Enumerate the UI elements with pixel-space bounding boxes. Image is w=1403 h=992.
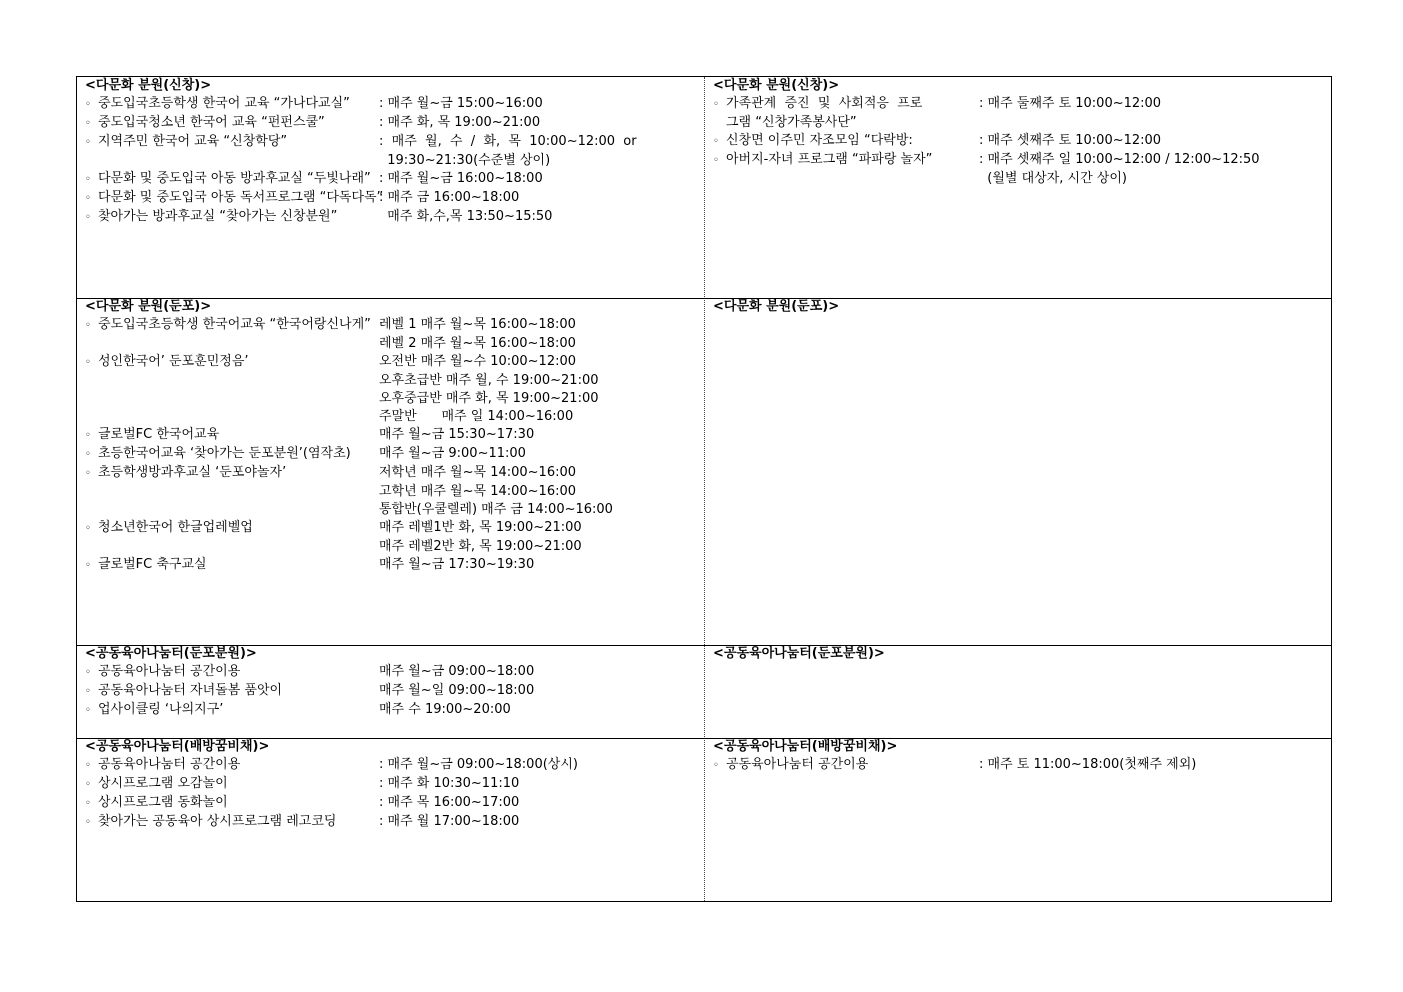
schedule-row <box>85 701 700 720</box>
schedule-row <box>85 152 700 170</box>
schedule-time: 매주 월~금 9:00~11:00 <box>379 446 526 461</box>
schedule-time: 오전반 매주 월~수 10:00~12:00 <box>379 354 577 369</box>
schedule-row <box>85 756 700 775</box>
cell-sinchang-left <box>85 77 700 227</box>
schedule-time: : 매주 셋째주 토 10:00~12:00 <box>979 133 1162 148</box>
program-label: 지역주민 한국어 교육 “신창학당” <box>98 134 288 149</box>
program-cell <box>85 556 379 575</box>
schedule-row <box>85 663 700 682</box>
bullet-icon: ◦ <box>85 779 91 790</box>
program-cell <box>85 663 379 682</box>
program-cell <box>713 132 979 151</box>
schedule-row <box>85 682 700 701</box>
schedule-row <box>85 556 700 575</box>
schedule-row <box>85 133 700 152</box>
program-cell <box>85 408 379 426</box>
schedule-time: : 매주 화, 목 19:00~21:00 <box>379 115 541 130</box>
column-divider <box>704 77 705 901</box>
program-cell <box>85 445 379 464</box>
program-label: 상시프로그램 오감놀이 <box>98 776 228 791</box>
bullet-icon: ◦ <box>85 798 91 809</box>
schedule-row <box>85 335 700 353</box>
schedule-time: 19:30~21:30(수준별 상이) <box>379 153 551 168</box>
schedule-time: (월별 대상자, 시간 상이) <box>979 171 1127 186</box>
program-label: 성인한국어’ 둔포훈민정음’ <box>98 354 249 369</box>
bullet-icon: ◦ <box>85 705 91 716</box>
schedule-row <box>85 794 700 813</box>
schedule-time: 매주 월~금 17:30~19:30 <box>379 557 535 572</box>
cell-dunpo-left <box>85 298 700 575</box>
program-cell <box>85 501 379 519</box>
program-label: 가족관계 증진 및 사회적응 프로 <box>726 96 923 111</box>
bullet-icon: ◦ <box>85 560 91 571</box>
schedule-time <box>979 114 1327 132</box>
program-cell <box>85 316 379 335</box>
schedule-row <box>713 756 1327 775</box>
program-cell <box>85 170 379 189</box>
program-cell <box>85 483 379 501</box>
program-label: 다문화 및 중도입국 아동 방과후교실 “두빛나래” <box>98 171 371 186</box>
program-cell <box>85 701 379 720</box>
program-cell <box>713 756 979 775</box>
schedule-time: : 매주 월 17:00~18:00 <box>379 814 520 829</box>
schedule-time: 통합반(우쿨렐레) 매주 금 14:00~16:00 <box>379 502 613 517</box>
schedule-row <box>713 170 1327 188</box>
schedule-time: 오후중급반 매주 화, 목 19:00~21:00 <box>379 391 599 406</box>
schedule-row <box>85 501 700 519</box>
schedule-row <box>85 483 700 501</box>
schedule-row <box>713 95 1327 114</box>
program-label: 공동육아나눔터 공간이용 <box>726 757 869 772</box>
schedule-row <box>713 114 1327 132</box>
cell-nanumteo-dunpo-left <box>85 645 700 720</box>
bullet-icon: ◦ <box>85 817 91 828</box>
bullet-icon: ◦ <box>713 99 719 110</box>
schedule-time: : 매주 금 16:00~18:00 <box>379 190 520 205</box>
schedule-row <box>85 426 700 445</box>
program-label: 다문화 및 중도입국 아동 독서프로그램 “다독다독” <box>98 190 384 205</box>
schedule-row <box>713 132 1327 151</box>
schedule-row <box>85 372 700 390</box>
schedule-time: 매주 월~금 15:30~17:30 <box>379 427 535 442</box>
bullet-icon: ◦ <box>85 430 91 441</box>
schedule-row <box>85 464 700 483</box>
schedule-time: : 매주 둘째주 토 10:00~12:00 <box>979 96 1162 111</box>
program-cell <box>713 151 979 170</box>
schedule-row <box>713 151 1327 170</box>
program-cell <box>85 464 379 483</box>
cell-dunpo-right <box>713 298 1327 316</box>
program-cell <box>713 95 979 114</box>
schedule-row <box>85 390 700 408</box>
program-label: 아버지-자녀 프로그램 “파파랑 놀자” <box>726 152 933 167</box>
schedule-time: 매주 화,수,목 13:50~15:50 <box>379 209 553 224</box>
bullet-icon: ◦ <box>713 760 719 771</box>
schedule-time: : 매주 셋째주 일 10:00~12:00 / 12:00~12:50 <box>979 152 1260 167</box>
program-label: 신창면 이주민 자조모임 “다락방: <box>726 133 913 148</box>
schedule-time: 매주 월~금 09:00~18:00 <box>379 664 535 679</box>
schedule-row <box>85 408 700 426</box>
program-cell <box>85 335 379 353</box>
section-title: <다문화 분원(둔포)> <box>713 299 840 314</box>
schedule-time: 저학년 매주 월~목 14:00~16:00 <box>379 465 577 480</box>
program-cell <box>85 682 379 701</box>
schedule-time: 매주 수 19:00~20:00 <box>379 702 511 717</box>
program-cell <box>85 775 379 794</box>
program-label: 초등학생방과후교실 ‘둔포야놀자’ <box>98 465 287 480</box>
cell-nanumteo-baebang-right <box>713 738 1327 775</box>
section-title: <다문화 분원(둔포)> <box>85 299 212 314</box>
program-label: 글로벌FC 한국어교육 <box>98 427 220 442</box>
schedule-table <box>76 76 1332 902</box>
schedule-row <box>85 775 700 794</box>
program-cell <box>713 114 979 132</box>
program-cell <box>85 372 379 390</box>
section-title: <공동육아나눔터(둔포분원)> <box>85 646 257 661</box>
program-cell <box>85 538 379 556</box>
schedule-time: 레벨 2 매주 월~목 16:00~18:00 <box>379 336 576 351</box>
bullet-icon: ◦ <box>85 193 91 204</box>
schedule-time: 레벨 1 매주 월~목 16:00~18:00 <box>379 317 576 332</box>
bullet-icon: ◦ <box>85 320 91 331</box>
bullet-icon: ◦ <box>85 523 91 534</box>
program-cell <box>85 114 379 133</box>
bullet-icon: ◦ <box>85 468 91 479</box>
bullet-icon: ◦ <box>85 686 91 697</box>
program-label: 상시프로그램 동화놀이 <box>98 795 228 810</box>
schedule-row <box>85 813 700 832</box>
program-label: 공동육아나눔터 공간이용 <box>98 664 241 679</box>
schedule-time: : 매주 월~금 09:00~18:00(상시) <box>379 757 578 772</box>
program-label: 중도입국초등학생 한국어교육 “한국어랑신나게” <box>98 317 371 332</box>
program-cell <box>85 133 379 152</box>
bullet-icon: ◦ <box>713 136 719 147</box>
bullet-icon: ◦ <box>85 667 91 678</box>
schedule-row <box>85 208 700 227</box>
schedule-time: 오후초급반 매주 월, 수 19:00~21:00 <box>379 373 599 388</box>
bullet-icon: ◦ <box>85 118 91 129</box>
cell-sinchang-right <box>713 77 1327 188</box>
bullet-icon: ◦ <box>85 174 91 185</box>
program-label: 업사이클링 ‘나의지구’ <box>98 702 224 717</box>
schedule-row <box>85 316 700 335</box>
schedule-row <box>85 189 700 208</box>
program-label: 청소년한국어 한글업레벨업 <box>98 520 253 535</box>
bullet-icon: ◦ <box>713 155 719 166</box>
program-cell <box>713 170 979 188</box>
program-cell <box>85 813 379 832</box>
schedule-row <box>85 170 700 189</box>
program-cell <box>85 189 384 208</box>
schedule-row <box>85 114 700 133</box>
schedule-row <box>85 353 700 372</box>
bullet-icon: ◦ <box>85 357 91 368</box>
schedule-time: : 매주 월, 수 / 화, 목 10:00~12:00 or <box>379 134 637 149</box>
section-title: <다문화 분원(신창)> <box>85 78 212 93</box>
schedule-time: 주말반 매주 일 14:00~16:00 <box>379 409 574 424</box>
program-label: 찾아가는 방과후교실 “찾아가는 신창분원” <box>98 209 338 224</box>
program-cell <box>85 95 379 114</box>
program-label: 찾아가는 공동육아 상시프로그램 레고코딩 <box>98 814 337 829</box>
program-label: 중도입국초등학생 한국어 교육 “가나다교실” <box>98 96 350 111</box>
section-title: <공동육아나눔터(배방꿈비채)> <box>713 739 898 754</box>
schedule-time: : 매주 월~금 15:00~16:00 <box>379 96 543 111</box>
cell-nanumteo-dunpo-right <box>713 645 1327 663</box>
section-title: <공동육아나눔터(둔포분원)> <box>713 646 885 661</box>
bullet-icon: ◦ <box>85 212 91 223</box>
schedule-time: 매주 레벨2반 화, 목 19:00~21:00 <box>379 539 582 554</box>
schedule-time: : 매주 목 16:00~17:00 <box>379 795 520 810</box>
cell-nanumteo-baebang-left <box>85 738 700 832</box>
program-label: 그램 “신창가족봉사단” <box>726 115 857 130</box>
schedule-time: 매주 레벨1반 화, 목 19:00~21:00 <box>379 520 582 535</box>
program-cell <box>85 353 379 372</box>
program-cell <box>85 794 379 813</box>
schedule-row <box>85 538 700 556</box>
program-label: 중도입국청소년 한국어 교육 “펀펀스쿨” <box>98 115 325 130</box>
schedule-row <box>85 95 700 114</box>
bullet-icon: ◦ <box>85 99 91 110</box>
bullet-icon: ◦ <box>85 449 91 460</box>
program-cell <box>85 152 379 170</box>
program-cell <box>85 519 379 538</box>
bullet-icon: ◦ <box>85 137 91 148</box>
schedule-time: 고학년 매주 월~목 14:00~16:00 <box>379 484 577 499</box>
program-cell <box>85 208 379 227</box>
schedule-time: : 매주 월~금 16:00~18:00 <box>379 171 543 186</box>
bullet-icon: ◦ <box>85 760 91 771</box>
schedule-row <box>85 519 700 538</box>
program-label: 공동육아나눔터 공간이용 <box>98 757 241 772</box>
program-cell <box>85 756 379 775</box>
program-cell <box>85 426 379 445</box>
schedule-row <box>85 445 700 464</box>
program-label: 글로벌FC 축구교실 <box>98 557 207 572</box>
section-title: <공동육아나눔터(배방꿈비채)> <box>85 739 270 754</box>
schedule-time: : 매주 토 11:00~18:00(첫째주 제외) <box>979 757 1197 772</box>
schedule-time: 매주 월~일 09:00~18:00 <box>379 683 535 698</box>
section-title: <다문화 분원(신창)> <box>713 78 840 93</box>
schedule-time: : 매주 화 10:30~11:10 <box>379 776 520 791</box>
program-label: 공동육아나눔터 자녀돌봄 품앗이 <box>98 683 283 698</box>
program-label: 초등한국어교육 ‘찾아가는 둔포분원’(염작초) <box>98 446 351 461</box>
program-cell <box>85 390 379 408</box>
